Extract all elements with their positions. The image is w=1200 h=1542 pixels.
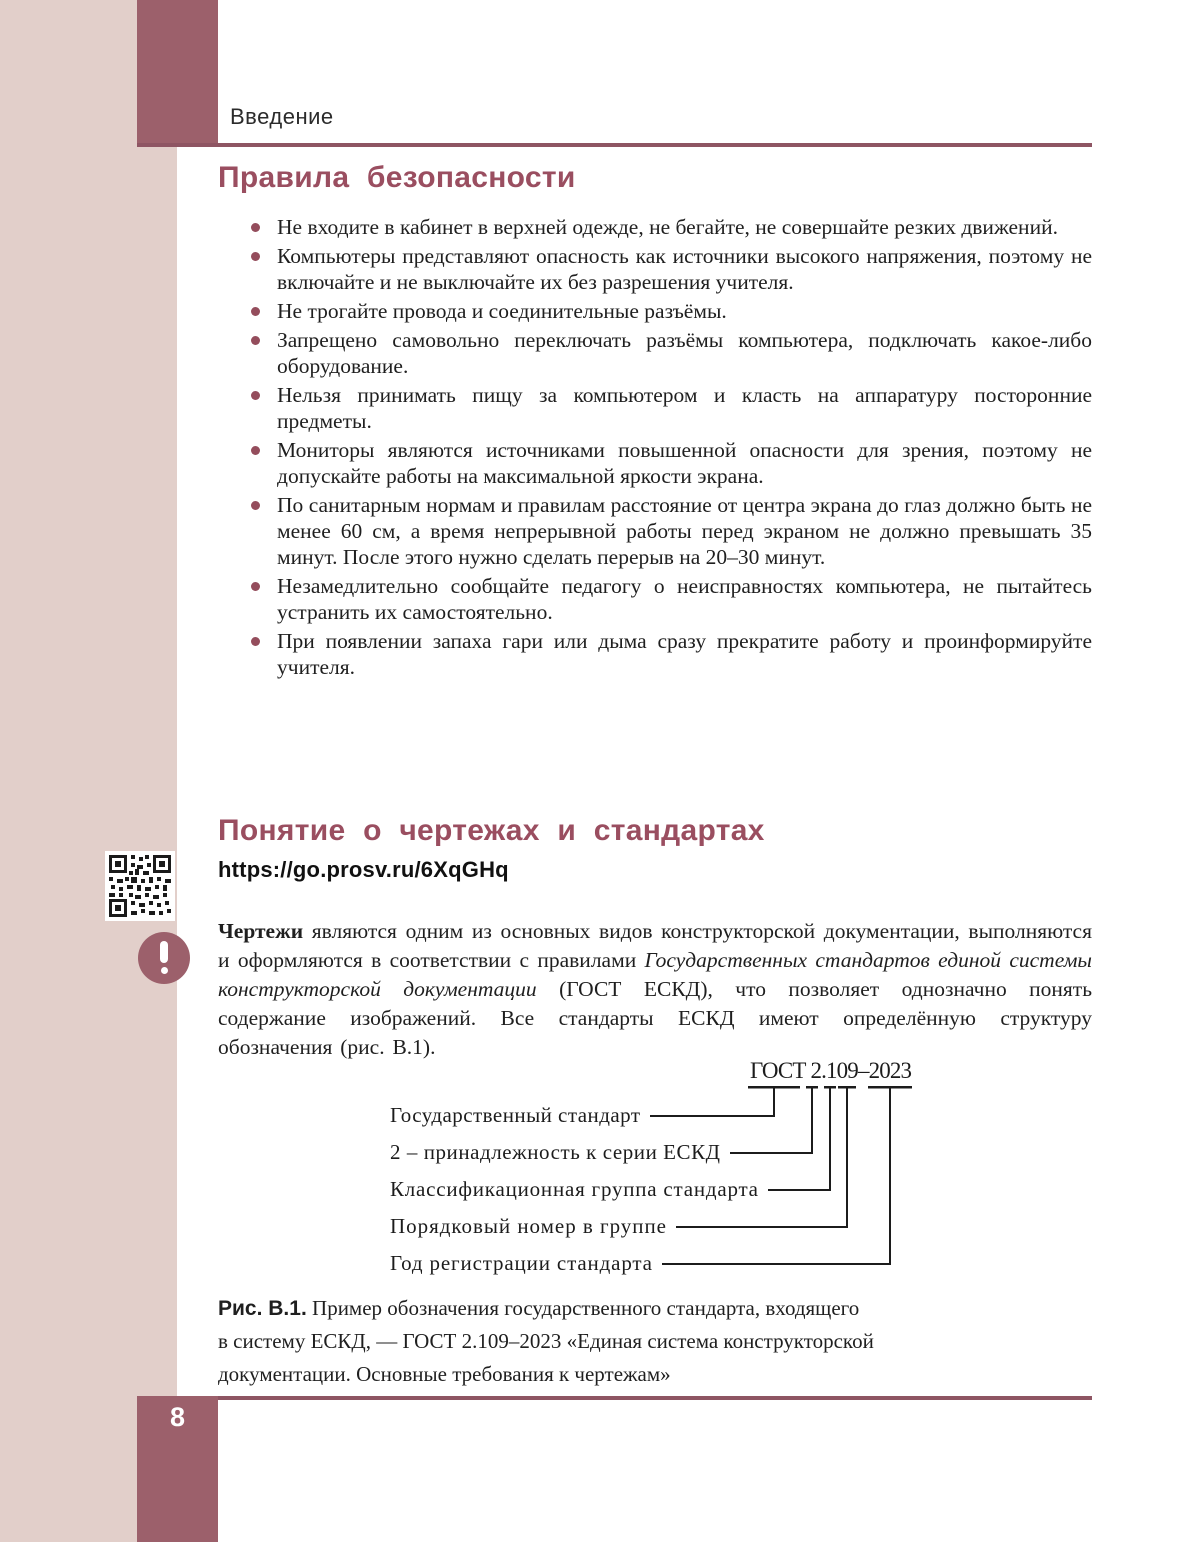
page-number: 8 — [169, 1402, 186, 1432]
concept-paragraph — [218, 917, 1092, 1062]
bullet-icon — [251, 223, 260, 232]
diagram-label: 2 – принадлежность к серии ЕСКД — [390, 1140, 720, 1164]
diagram-label: Классификационная группа стандарта — [390, 1177, 758, 1201]
footer-rule — [137, 1396, 1092, 1400]
safety-rule-text: Запрещено самовольно переключать разъёмы компьютера, подключать какое-либо оборудование. — [277, 328, 1092, 378]
bullet-icon — [251, 637, 260, 646]
paragraph-segment: (ГОСТ ЕСКД), что позволяет однозначно понять содержание изображений. Все стандарты ЕСКД имеют определённую структуру обозначения (рис. В.1). — [218, 976, 1092, 1059]
safety-rule-item — [218, 573, 1092, 625]
paragraph-segment: являются одним из основных видов конструкторской документации, выполняются и оформляются в соответствии с правилами — [218, 918, 1092, 972]
paragraph-segment: Государственных стандартов единой системы конструкторской документации — [218, 947, 1092, 1001]
qr-pattern — [109, 855, 171, 917]
chapter-tab-top — [137, 0, 218, 146]
caption-label: Рис. В.1. — [218, 1297, 307, 1320]
left-margin-band — [0, 0, 137, 1542]
bullet-icon — [251, 252, 260, 261]
bullet-icon — [251, 446, 260, 455]
safety-rule-text: Не трогайте провода и соединительные разъёмы. — [277, 299, 727, 323]
safety-rule-text: Компьютеры представляют опасность как источники высокого напряжения, поэтому не включайте и не выключайте их без разрешения учителя. — [277, 244, 1092, 294]
header-rule — [137, 143, 1092, 147]
bullet-icon — [251, 307, 260, 316]
exclamation-dot — [161, 967, 168, 974]
bullet-icon — [251, 501, 260, 510]
caption-line: документации. Основные требования к чертежам» — [218, 1362, 671, 1386]
safety-rule-item — [218, 214, 1092, 240]
gost-code: ГОСТ 2.109–2023 — [750, 1058, 912, 1083]
safety-rule-text: По санитарным нормам и правилам расстояние от центра экрана до глаз должно быть не менее 60 см, а время непрерывной работы перед экраном не должно превышать 35 минут. После этого нужно сделать перерыв на 20–30 минут. — [277, 493, 1092, 569]
resource-link[interactable]: https://go.prosv.ru/6XqGHq — [218, 857, 509, 882]
safety-rule-item — [218, 628, 1092, 680]
safety-rules-list — [218, 214, 1092, 683]
gost-structure-diagram — [390, 1056, 930, 1292]
paragraph-segment: Чертежи — [218, 918, 304, 943]
diagram-label: Год регистрации стандарта — [390, 1251, 652, 1275]
safety-rule-item — [218, 492, 1092, 570]
running-head: Введение — [230, 104, 334, 129]
safety-rule-text: При появлении запаха гари или дыма сразу прекратите работу и проинформируйте учителя. — [277, 629, 1092, 679]
safety-rule-text: Незамедлительно сообщайте педагогу о неисправностях компьютера, не пытайтесь устранить их самостоятельно. — [277, 574, 1092, 624]
safety-rule-item — [218, 327, 1092, 379]
caption-text: Пример обозначения государственного стандарта, входящего — [312, 1296, 860, 1320]
exclamation-icon — [138, 932, 190, 984]
safety-rule-text: Нельзя принимать пищу за компьютером и класть на аппаратуру посторонние предметы. — [277, 383, 1092, 433]
diagram-label: Порядковый номер в группе — [390, 1214, 666, 1238]
safety-rule-text: Мониторы являются источниками повышенной опасности для зрения, поэтому не допускайте работы на максимальной яркости экрана. — [277, 438, 1092, 488]
safety-rule-item — [218, 298, 1092, 324]
safety-rule-text: Не входите в кабинет в верхней одежде, не бегайте, не совершайте резких движений. — [277, 215, 1058, 239]
section-title-concept: Понятие о чертежах и стандартах — [218, 814, 765, 847]
safety-rule-item — [218, 437, 1092, 489]
qr-code-icon — [105, 851, 175, 921]
bullet-icon — [251, 391, 260, 400]
diagram-label: Государственный стандарт — [390, 1103, 640, 1127]
caption-line: в систему ЕСКД, — ГОСТ 2.109–2023 «Единая система конструкторской — [218, 1329, 874, 1353]
safety-rule-item — [218, 243, 1092, 295]
caption-line — [218, 1292, 1092, 1325]
safety-rule-item — [218, 382, 1092, 434]
figure-caption — [218, 1292, 1092, 1391]
left-margin-band-inner — [137, 143, 177, 1396]
bullet-icon — [251, 336, 260, 345]
bullet-icon — [251, 582, 260, 591]
section-title-safety: Правила безопасности — [218, 161, 576, 194]
exclamation-bar — [160, 941, 168, 963]
